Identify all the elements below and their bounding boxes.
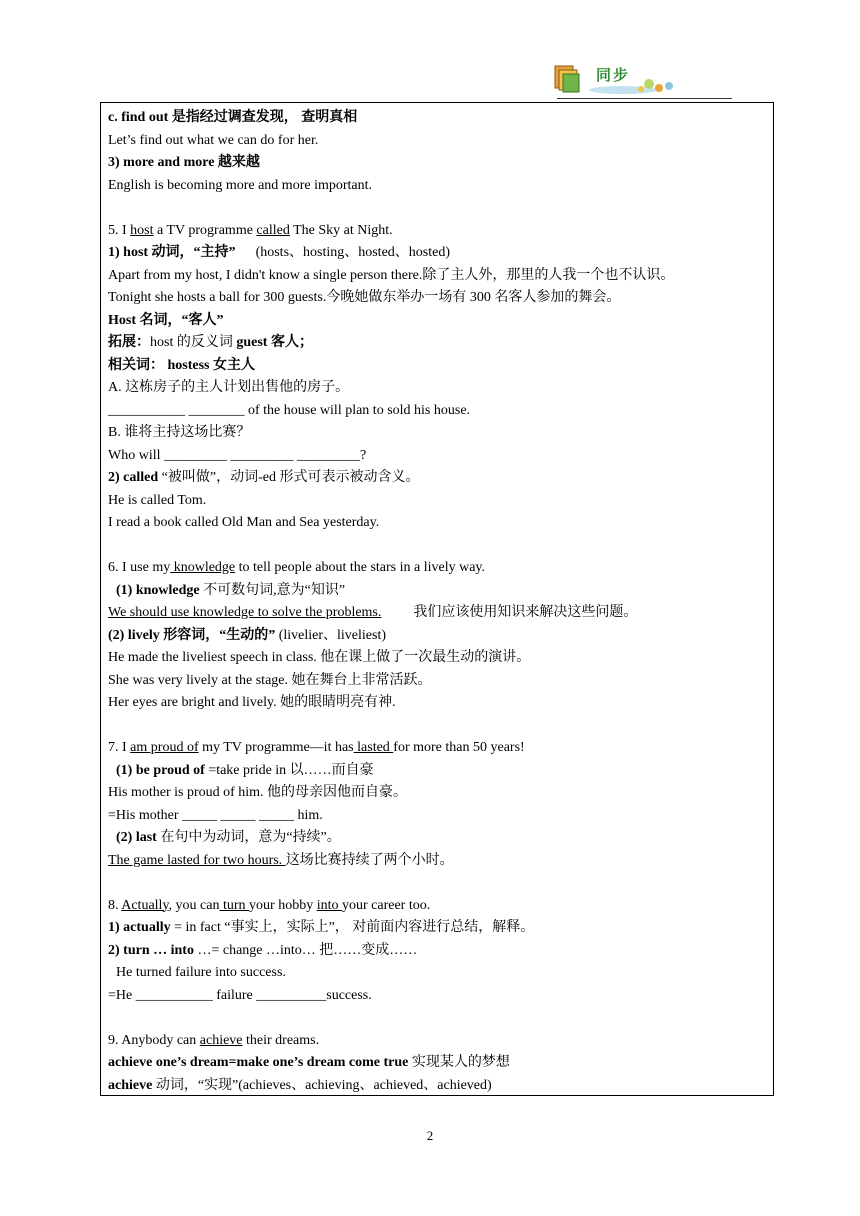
line: Apart from my host, I didn't know a single person there.除了主人外，那里的人我一个也不认识。 xyxy=(108,267,675,283)
line: The game lasted for two hours. 这场比赛持续了两个小时。 xyxy=(108,852,454,868)
sentence-5: 5. I host a TV programme called The Sky at Night. xyxy=(108,222,393,238)
line: She was very lively at the stage. 她在舞台上非常活跃。 xyxy=(108,672,432,688)
line: 2) called “被叫做”，动词-ed 形式可表示被动含义。 xyxy=(108,470,420,485)
blank-line xyxy=(108,197,768,220)
header-rule xyxy=(557,98,732,99)
line: A. 这栋房子的主人计划出售他的房子。 xyxy=(108,380,350,395)
sentence-9: 9. Anybody can achieve their dreams. xyxy=(108,1032,320,1048)
line: achieve one’s dream=make one’s dream come true 实现某人的梦想 xyxy=(108,1055,510,1070)
line: 拓展：host 的反义词 guest 客人； xyxy=(108,335,313,350)
line: He turned failure into success. xyxy=(116,965,286,980)
line: (1) be proud of =take pride in 以……而自豪 xyxy=(116,762,374,778)
line: c. find out 是指经过调查发现， 查明真相 xyxy=(108,110,358,125)
page-number: 2 xyxy=(426,1128,434,1143)
line: Who will _________ _________ _________? xyxy=(108,447,367,463)
line: (2) last 在句中为动词，意为“持续”。 xyxy=(116,830,341,845)
blank-line xyxy=(108,872,768,895)
line: 1) host 动词，“主持” (hosts、hosting、hosted、hosted) xyxy=(108,245,451,260)
line: Tonight she hosts a ball for 300 guests.今晚她做东举办一场有 300 名客人参加的舞会。 xyxy=(108,290,621,305)
line: Her eyes are bright and lively. 她的眼睛明亮有神. xyxy=(108,695,396,710)
line: 1) actually = in fact “事实上，实际上”， 对前面内容进行总结，解释。 xyxy=(108,920,535,935)
line: (1) knowledge 不可数句词,意为“知识” xyxy=(116,582,346,598)
blank-line xyxy=(108,535,768,558)
line: ___________ ________ of the house will plan to sold his house. xyxy=(108,402,471,418)
line: 2) turn … into …= change …into… 把……变成…… xyxy=(108,942,418,958)
line: His mother is proud of him. 他的母亲因他而自豪。 xyxy=(108,785,408,800)
line: Let’s find out what we can do for her. xyxy=(108,132,319,148)
line: English is becoming more and more important. xyxy=(108,177,373,193)
line: We should use knowledge to solve the problems. 我们应该使用知识来解决这些问题。 xyxy=(108,605,638,620)
sentence-6: 6. I use my knowledge to tell people about the stars in a lively way. xyxy=(108,560,486,575)
line: (2) lively 形容词，“生动的” (livelier、liveliest) xyxy=(108,627,387,643)
sentence-7: 7. I am proud of my TV programme—it has lasted for more than 50 years! xyxy=(108,740,525,755)
blank-line xyxy=(108,1007,768,1030)
line: B. 谁将主持这场比赛？ xyxy=(108,425,251,440)
blank-line xyxy=(108,715,768,738)
logo-text: 同步 xyxy=(596,66,631,84)
line: He made the liveliest speech in class. 他在课上做了一次最生动的演讲。 xyxy=(108,650,531,665)
document-body xyxy=(108,107,768,1097)
line: I read a book called Old Man and Sea yesterday. xyxy=(108,515,380,530)
line: =He ___________ failure __________success. xyxy=(108,987,372,1003)
line: achieve 动词，“实现”(achieves、achieving、achieved、achieved) xyxy=(108,1077,492,1093)
sentence-8: 8. Actually, you can turn your hobby into your career too. xyxy=(108,897,431,913)
line: 相关词： hostess 女主人 xyxy=(108,357,256,373)
line: He is called Tom. xyxy=(108,492,207,508)
line: Host 名词，“客人” xyxy=(108,312,224,328)
line: 3) more and more 越来越 xyxy=(108,155,260,170)
line: =His mother _____ _____ _____ him. xyxy=(108,807,323,823)
